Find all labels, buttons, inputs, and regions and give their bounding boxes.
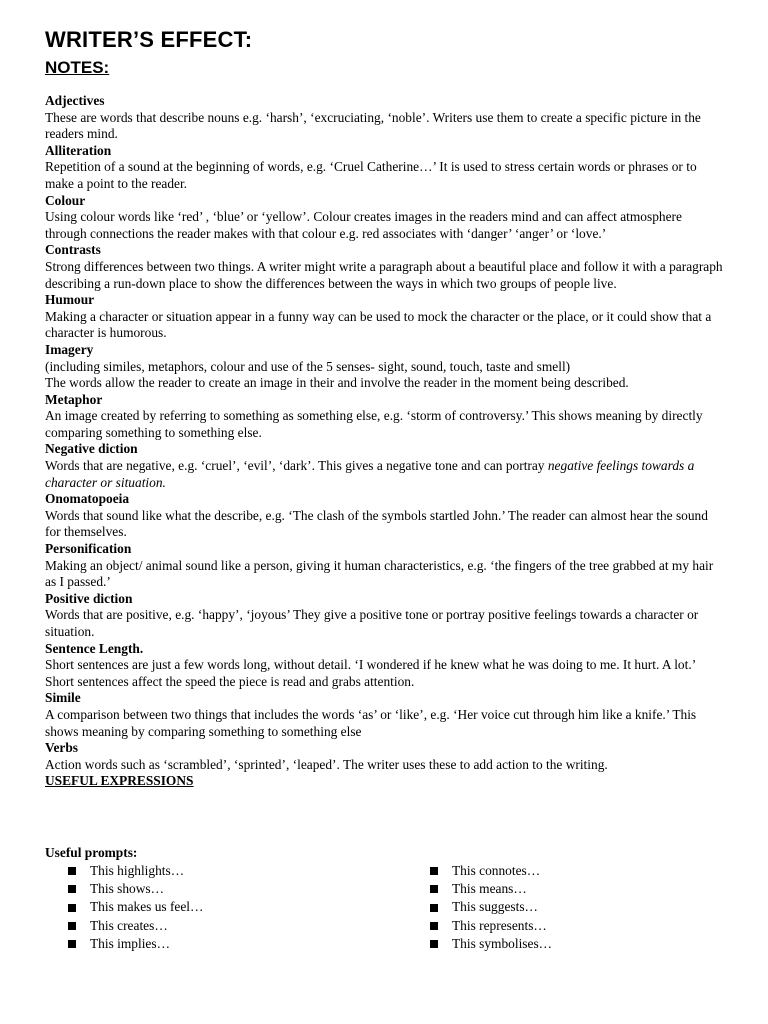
term-personification: Personification: [45, 541, 132, 557]
square-bullet-icon: [68, 867, 76, 875]
list-item: [68, 917, 203, 935]
prompt-text: This highlights…: [90, 863, 185, 878]
definition-alliteration: Repetition of a sound at the beginning of words, e.g. ‘Cruel Catherine…’ It is used to stress certain words or phrases or to make a point to the reader.: [45, 159, 697, 191]
useful-expressions-heading: USEFUL EXPRESSIONS: [45, 773, 194, 789]
term-alliteration: Alliteration: [45, 142, 112, 158]
definition-colour: Using colour words like ‘red’ , ‘blue’ or ‘yellow’. Colour creates images in the readers mind and can affect atmosphere through connections the reader makes with that colour e.g. red associates with ‘danger’ ‘anger’ or ‘love.’: [45, 209, 682, 241]
prompt-text: This connotes…: [452, 863, 541, 878]
list-item: [430, 935, 552, 953]
definition-negative-diction-text: Words that are negative, e.g. ‘cruel’, ‘evil’, ‘dark’. This gives a negative tone and can portray: [45, 458, 548, 474]
prompts-left-list: [68, 862, 203, 953]
definition-positive-diction: Words that are positive, e.g. ‘happy’, ‘joyous’ They give a positive tone or portray positive feelings towards a character or situation.: [45, 607, 699, 639]
definition-negative-diction: [45, 458, 725, 491]
prompt-text: This implies…: [90, 935, 170, 951]
definition-simile: A comparison between two things that includes the words ‘as’ or ‘like’, e.g. ‘Her voice cut through him like a knife.’ This shows meaning by comparing something to something else: [45, 706, 697, 739]
definition-humour: Making a character or situation appear in a funny way can be used to mock the character or the place, or it could show that a character is humorous.: [45, 308, 712, 341]
square-bullet-icon: [68, 904, 76, 912]
square-bullet-icon: [68, 885, 76, 893]
square-bullet-icon: [68, 940, 76, 948]
definition-imagery: (including similes, metaphors, colour and use of the 5 senses- sight, sound, touch, taste and smell): [45, 358, 571, 374]
definition-personification: Making an object/ animal sound like a person, giving it human characteristics, e.g. ‘the fingers of the tree grabbed at my hair as I passed.’: [45, 557, 714, 590]
definition-imagery-2: The words allow the reader to create an image in their and involve the reader in the moment being described.: [45, 375, 629, 391]
term-sentence-length: Sentence Length.: [45, 640, 144, 656]
term-humour: Humour: [45, 292, 95, 308]
list-item: [430, 917, 552, 935]
square-bullet-icon: [430, 922, 438, 930]
term-negative-diction: Negative diction: [45, 441, 138, 457]
term-verbs: Verbs: [45, 740, 78, 756]
page-title: WRITER’S EFFECT:: [45, 27, 253, 52]
term-imagery: Imagery: [45, 341, 94, 357]
term-metaphor: Metaphor: [45, 391, 103, 407]
list-item: [68, 935, 203, 953]
term-colour: Colour: [45, 192, 86, 208]
notes-heading: NOTES:: [45, 58, 110, 77]
definition-adjectives: These are words that describe nouns e.g. ‘harsh’, ‘excruciating, ‘noble’. Writers use them to create a specific picture in the readers mind.: [45, 109, 701, 142]
list-item: [68, 862, 203, 880]
prompt-text: This makes us feel…: [90, 899, 204, 915]
useful-prompts-label: Useful prompts:: [45, 845, 138, 860]
term-contrasts: Contrasts: [45, 242, 101, 258]
term-onomatopoeia: Onomatopoeia: [45, 491, 130, 507]
term-adjectives: Adjectives: [45, 93, 105, 108]
square-bullet-icon: [68, 922, 76, 930]
definition-metaphor: An image created by referring to something as something else, e.g. ‘storm of controversy.’ This shows meaning by directly comparing something to something else.: [45, 408, 703, 440]
prompt-text: This shows…: [90, 881, 165, 897]
definition-onomatopoeia: Words that sound like what the describe, e.g. ‘The clash of the symbols startled John.’ The reader can almost hear the sound for themselves.: [45, 507, 708, 540]
square-bullet-icon: [430, 940, 438, 948]
prompts-right-list: [430, 862, 552, 953]
prompt-text: This suggests…: [452, 899, 538, 915]
square-bullet-icon: [430, 885, 438, 893]
list-item: [430, 880, 552, 898]
definition-verbs: Action words such as ‘scrambled’, ‘sprinted’, ‘leaped’. The writer uses these to add action to the writing.: [45, 756, 608, 772]
prompt-text: This means…: [452, 881, 527, 897]
prompt-text: This creates…: [90, 917, 168, 933]
notes-list: [45, 93, 725, 790]
prompt-text: This represents…: [452, 917, 547, 933]
list-item: [68, 898, 203, 916]
prompt-text: This symbolises…: [452, 935, 553, 951]
definition-contrasts: Strong differences between two things. A writer might write a paragraph about a beautiful place and follow it with a paragraph describing a run-down place to show the differences between the ways in which two groups of people live.: [45, 258, 723, 291]
definition-negative-diction-italic: negative feelings towards a character or situation.: [45, 458, 695, 490]
list-item: [68, 880, 203, 898]
term-simile: Simile: [45, 690, 81, 706]
square-bullet-icon: [430, 904, 438, 912]
list-item: [430, 898, 552, 916]
term-positive-diction: Positive diction: [45, 590, 133, 606]
list-item: [430, 862, 552, 880]
square-bullet-icon: [430, 867, 438, 875]
definition-sentence-length: Short sentences are just a few words long, without detail. ‘I wondered if he knew what he was doing to me. It hurt. A lot.’ Short sentences affect the speed the piece is read and grabs attention.: [45, 657, 696, 689]
